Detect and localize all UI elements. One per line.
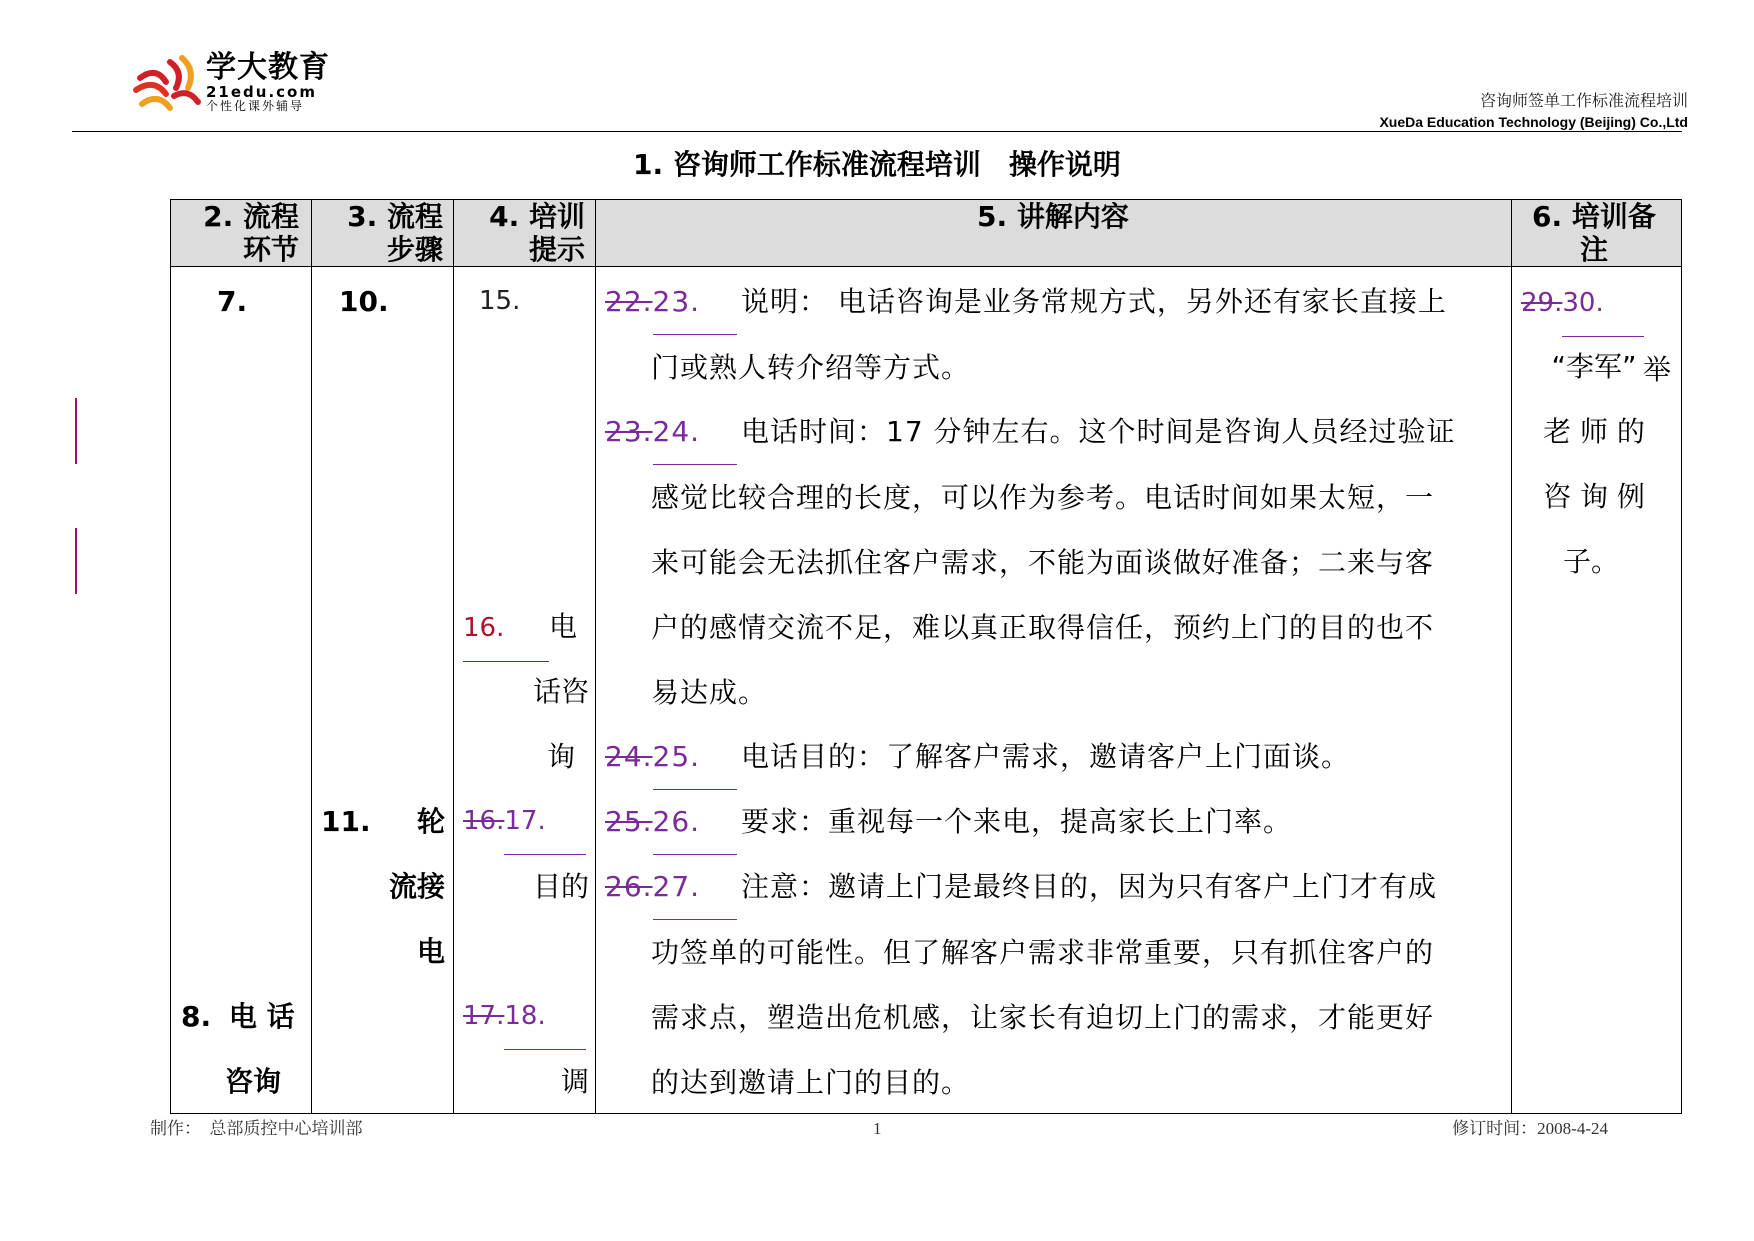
page-title [0, 148, 1754, 182]
xueda-logo-icon [130, 48, 204, 122]
notes-line: 子。 [1563, 545, 1620, 578]
title-number: 1. [633, 148, 664, 181]
notes-line: “李军” [1551, 350, 1637, 383]
step-item-11-line2: 流接 [388, 870, 445, 903]
column-divider [311, 200, 312, 1113]
tip-item-17: 16.17. [463, 789, 595, 855]
stage-item-8: 8. 电 话 [181, 1000, 295, 1033]
tip-item-16: 16. 电 [463, 594, 589, 662]
step-item-11: 11. 轮 [321, 805, 445, 838]
stage-item-8-line2: 咨询 [225, 1065, 282, 1098]
footer-revision-date: 修订时间：2008-4-24 [1452, 1119, 1608, 1138]
tip-item-16-line3: 询 [546, 740, 575, 773]
header-explanation: 5. 讲解内容 [977, 200, 1129, 233]
step-item-10: 10. [339, 285, 389, 318]
procedure-table [170, 199, 1682, 1114]
notes-line: 咨 询 例 [1543, 480, 1645, 513]
logo-slogan: 个性化课外辅导 [206, 99, 305, 113]
tip-item-18: 17.18. [463, 984, 595, 1050]
change-bar [75, 398, 77, 464]
notes-line: 老 师 的 [1543, 415, 1645, 448]
content-paragraph: 22.23. 说明： 电话咨询是业务常规方式，另外还有家长直接上 门或熟人转介绍等方式。 [605, 269, 1505, 400]
content-paragraph: 23.24. 电话时间：17 分钟左右。这个时间是咨询人员经过验证 感觉比较合理的长度，可以作为参考。电话时间如果太短，一 来可能会无法抓住客户需求，不能为面谈做好准备；二来与客 户的感情交流不足，难以真正取得信任，预约上门的目的也不 易达成。 [605, 399, 1505, 725]
header-process-step: 3. 流程 步骤 [347, 200, 443, 266]
column-divider [595, 200, 596, 1113]
content-paragraph: 26.27. 注意：邀请上门是最终目的，因为只有客户上门才有成 功签单的可能性。但了解客户需求非常重要，只有抓住客户的 需求点，塑造出危机感，让家长有迫切上门的需求，才能更好 的达到邀请上门的目的。 [605, 854, 1505, 1115]
footer-author: 制作： 总部质控中心培训部 [150, 1119, 363, 1138]
header-company: XueDa Education Technology (Beijing) Co.,Ltd [1379, 114, 1688, 130]
header-doc-title: 咨询师签单工作标准流程培训 [1479, 91, 1688, 110]
header-rule [72, 131, 1682, 132]
column-divider [1511, 200, 1512, 1113]
title-text: 咨询师工作标准流程培训 操作说明 [672, 148, 1121, 181]
tip-item-17-text: 目的 [532, 870, 589, 903]
tip-item-15: 15. [479, 286, 521, 316]
change-bar [75, 528, 77, 594]
step-item-11-line3: 电 [416, 935, 445, 968]
tip-item-16-line2: 话咨 [532, 675, 589, 708]
header-training-notes: 6. 培训备 注 [1532, 200, 1656, 266]
tip-item-18-text: 调 [560, 1065, 589, 1098]
header-process-stage: 2. 流程 环节 [203, 200, 299, 266]
column-divider [453, 200, 454, 1113]
content-paragraph: 25.26. 要求：重视每一个来电，提高家长上门率。 [605, 789, 1505, 855]
content-paragraph: 24.25. 电话目的：了解客户需求，邀请客户上门面谈。 [605, 724, 1505, 790]
logo-brand: 学大教育 [206, 50, 330, 85]
header-training-tip: 4. 培训 提示 [489, 200, 585, 266]
logo-domain: 21edu.com [206, 83, 317, 101]
notes-item-30: 29.30. 举 [1521, 269, 1671, 402]
footer-page-number: 1 [873, 1119, 882, 1138]
stage-item-7: 7. [217, 285, 248, 318]
